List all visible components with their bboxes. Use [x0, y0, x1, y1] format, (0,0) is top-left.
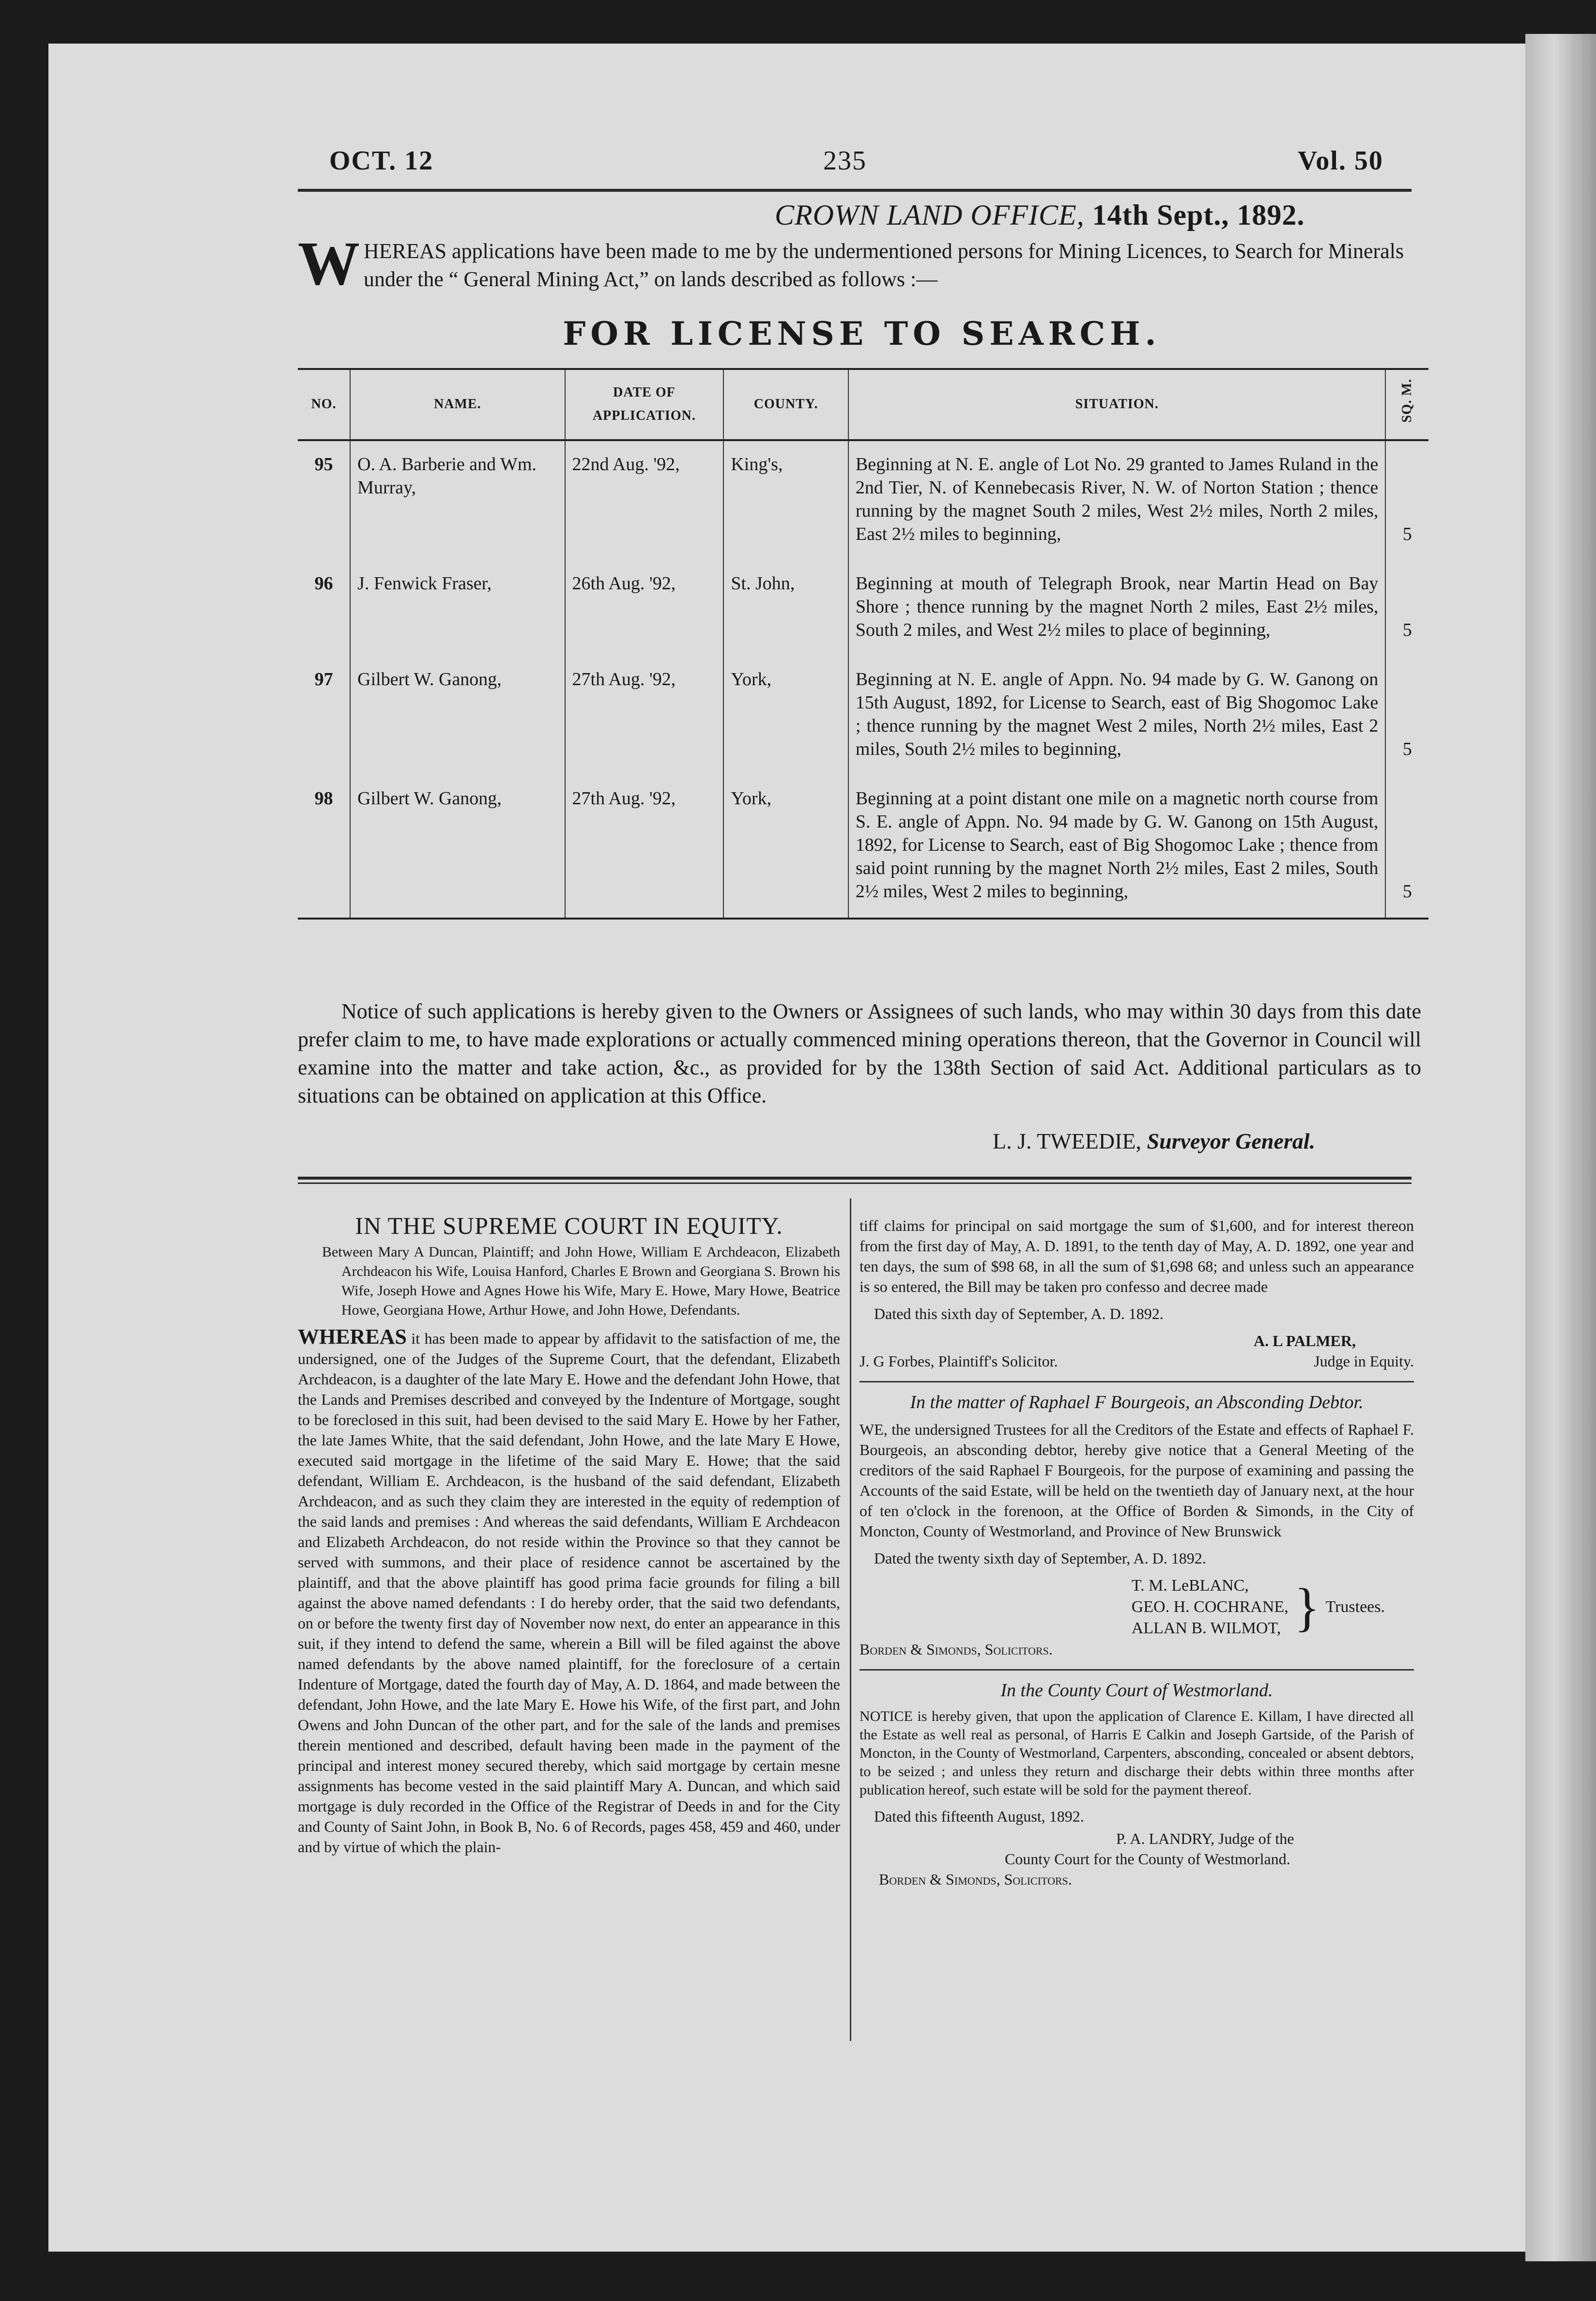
column-separator: [850, 1198, 851, 2041]
header-date: OCT. 12: [329, 146, 434, 176]
row-no: 97: [314, 669, 333, 690]
trustee-name: ALLAN B. WILMOT,: [1131, 1619, 1281, 1637]
row-sq-m: 5: [1385, 560, 1428, 656]
license-table: [298, 368, 1428, 920]
row-date: 27th Aug. '92,: [565, 656, 724, 775]
crown-whereas: [298, 229, 1426, 298]
table-row: [298, 775, 1428, 919]
header-page-number: 235: [823, 146, 867, 176]
supreme-court-notice: [298, 1212, 840, 1864]
bourgeois-dated: Dated the twenty sixth day of September, A. D. 1892.: [874, 1549, 1206, 1567]
crown-signature: [993, 1128, 1315, 1154]
row-no: 96: [314, 573, 333, 594]
supreme-court-continued: tiff claims for principal on said mortgage the sum of $1,600, and for interest thereon from the first day of May, A. D. 1891, to the tenth day of May, A. D. 1892, one year and ten days, the sum of $98 68, in all the sum of $1,698 68; and unless such an appearance is so entered, the Bill may be taken pro confesso and decree made: [859, 1217, 1414, 1295]
whereas-text: HEREAS applications have been made to me by the undermentioned persons for Mining Licences, to Search for Minerals under the “ General Mining Act,” on lands described as follows :—: [364, 239, 1404, 291]
row-situation: Beginning at N. E. angle of Lot No. 29 granted to James Ruland in the 2nd Tier, N. of Kennebecasis River, N. W. of Norton Station ; thence running by the magnet South 2 miles, West 2½ miles, North 2 miles, East 2½ miles to beginning,: [848, 440, 1386, 560]
table-header-row: [298, 369, 1428, 440]
supreme-court-judge-title: Judge in Equity.: [1314, 1352, 1414, 1370]
trustees-label: Trustees.: [1325, 1598, 1385, 1616]
row-county: King's,: [723, 440, 848, 560]
supreme-court-solicitor: J. G Forbes, Plaintiff's Solicitor.: [859, 1352, 1058, 1370]
crown-office-heading: [775, 199, 1304, 232]
license-heading: FOR LICENSE TO SEARCH.: [563, 315, 1161, 353]
section-rule-thin: [298, 1182, 1412, 1184]
crown-office-label: CROWN LAND OFFICE,: [775, 199, 1085, 231]
bourgeois-body: WE, the undersigned Trustees for all the Creditors of the Estate and effects of Raphael F. Bourgeois, an absconding debtor, hereby give notice that a General Meeting of the creditors of the said Raphael F Bourgeois, for the purpose of examining and passing the Accounts of the said Estate, will be held on the twentieth day of January next, at the hour of ten o'clock in the forenoon, at the Office of Borden & Simonds, in the City of Moncton, County of Westmorland, and Province of New Brunswick: [859, 1421, 1414, 1540]
row-name: Gilbert W. Ganong,: [350, 775, 565, 919]
trustee-names: [1132, 1575, 1289, 1639]
supreme-court-body: [298, 1327, 840, 1857]
dropcap: W: [298, 229, 360, 298]
county-court-solicitors: Borden & Simonds, Solicitors.: [879, 1871, 1072, 1888]
trustee-name: GEO. H. COCHRANE,: [1131, 1598, 1289, 1616]
row-no: 98: [298, 775, 350, 919]
crown-office-date: 14th Sept., 1892.: [1092, 199, 1305, 231]
divider: [859, 1381, 1414, 1382]
supreme-court-heading: IN THE SUPREME COURT IN EQUITY.: [355, 1212, 783, 1239]
trustee-name: T. M. LeBLANC,: [1131, 1577, 1249, 1595]
row-county: York,: [723, 775, 848, 919]
row-sq-m: 5: [1385, 775, 1428, 919]
supreme-body-text: it has been made to appear by affidavit to the satisfaction of me, the undersigned, one of the Judges of the Supreme Court, that the defendant, Elizabeth Archdeacon, is a daughter of the late Mary E. Howe and the defendant John Howe, that the Lands and Premises described and conveyed by the Indenture of Mortgage, sought to be foreclosed in this suit, had been devised to the said Mary E. Howe by her Father, the late James White, that the said defendant, John Howe, and the late Mary E Howe, executed said mortgage in the lifetime of the said Mary E. Howe; that the said defendant, William E. Archdeacon, is the husband of the said defendant, Elizabeth Archdeacon, and as such they claim they are interested in the equity of redemption of the said lands and premises : And whereas the said defendants, William E Archdeacon and Elizabeth Archdeacon, do not reside within the Province so that they cannot be served with summons, and their place of residence cannot be ascertained by the plaintiff, and that the above plaintiff has good prima facie grounds for filing a bill against the above named defendants : I do hereby order, that the said two defendants, on or before the twenty first day of November now next, do enter an appearance in this suit, if they intend to defend the same, wherein a Bill will be filed against the above named defendants by the above named plaintiff, for the foreclosure of a certain Indenture of Mortgage, dated the fourth day of May, A. D. 1864, and made between the defendant, John Howe, and the late Mary E. Howe his Wife, of the first part, and John Owens and John Duncan of the other part, and for the sale of the lands and premises therein mentioned and described, default having been made in the payment of the principal and interest money secured thereby, which said mortgage by certain mesne assignments has become vested in the said plaintiff Mary A. Duncan, and which said mortgage is duly recorded in the Office of the Registrar of Deeds in and for the City and County of Saint John, in Book B, No. 6 of Records, pages 458, 459 and 460, under and by virtue of which the plain-: [298, 1330, 840, 1856]
county-court-heading: In the County Court of Westmorland.: [1000, 1680, 1273, 1701]
row-date: 27th Aug. '92,: [565, 775, 724, 919]
row-name: Gilbert W. Ganong,: [350, 656, 565, 775]
trustees-block: [859, 1575, 1385, 1639]
signer-title: Surveyor General.: [1147, 1129, 1316, 1153]
row-county: St. John,: [723, 560, 848, 656]
header-no: NO.: [298, 369, 350, 440]
bourgeois-heading: In the matter of Raphael F Bourgeois, an Absconding Debtor.: [910, 1392, 1364, 1412]
row-situation: Beginning at a point distant one mile on a magnetic north course from S. E. angle of Appn. No. 94 made by G. W. Ganong on 15th August, 1892, for License to Search, east of Big Shogomoc Lake ; thence from said point running by the magnet North 2½ miles, East 2 miles, South 2½ miles, West 2 miles to beginning,: [848, 775, 1386, 919]
table-row: [298, 560, 1428, 656]
table-row: [298, 656, 1428, 775]
header-county: COUNTY.: [723, 369, 848, 440]
header-rule: [298, 189, 1412, 192]
county-court-judge-title: County Court for the County of Westmorland.: [1005, 1850, 1290, 1868]
supreme-body-lead: WHEREAS: [298, 1325, 407, 1349]
signer-name: L. J. TWEEDIE,: [993, 1129, 1142, 1153]
row-situation: Beginning at mouth of Telegraph Brook, near Martin Head on Bay Shore ; thence running by the magnet North 2 miles, East 2½ miles, South 2 miles, and West 2½ miles to place of beginning,: [848, 560, 1386, 656]
header-name: NAME.: [350, 369, 565, 440]
right-column: [859, 1215, 1414, 1889]
row-sq-m: 5: [1385, 656, 1428, 775]
page-binding-edge: [1525, 34, 1596, 2261]
county-court-dated: Dated this fifteenth August, 1892.: [874, 1808, 1084, 1825]
county-court-judge: P. A. LANDRY, Judge of the: [1116, 1830, 1294, 1847]
row-name: J. Fenwick Fraser,: [350, 560, 565, 656]
header-volume: Vol. 50: [1298, 146, 1383, 176]
supreme-court-judge: A. L PALMER,: [1254, 1332, 1356, 1350]
row-no: 95: [314, 454, 333, 475]
header-date-of-application: DATE OF APPLICATION.: [565, 369, 724, 440]
header-sq-m-label: SQ. M.: [1399, 379, 1415, 423]
row-date: 22nd Aug. '92,: [565, 440, 724, 560]
row-name: O. A. Barberie and Wm. Murray,: [350, 440, 565, 560]
crown-notice: Notice of such applications is hereby given to the Owners or Assignees of such lands, who may within 30 days from this date prefer claim to me, to have made explorations or actually commenced mining operations thereon, that the Governor in Council will examine into the matter and take action, &c., as provided for by the 138th Section of said Act. Additional particulars as to situations can be obtained on application at this Office.: [298, 999, 1421, 1107]
supreme-court-parties: Between Mary A Duncan, Plaintiff; and John Howe, William E Archdeacon, Elizabeth Archdeacon his Wife, Louisa Hanford, Charles E Brown and Georgiana S. Brown his Wife, Joseph Howe and Agnes Howe his Wife, Mary E. Howe, Mary Howe, Beatrice Howe, Georgiana Howe, Arthur Howe, and John Howe, Defendants.: [322, 1244, 840, 1318]
bourgeois-solicitors: Borden & Simonds, Solicitors.: [859, 1641, 1053, 1658]
row-sq-m: 5: [1385, 440, 1428, 560]
table-row: [298, 440, 1428, 560]
section-rule: [298, 1177, 1412, 1180]
brace-icon: }: [1294, 1578, 1320, 1637]
supreme-court-signature-line: [859, 1351, 1414, 1371]
row-situation: Beginning at N. E. angle of Appn. No. 94 made by G. W. Ganong on 15th August, 1892, for License to Search, east of Big Shogomoc Lake ; thence running by the magnet West 2 miles, North 2½ miles, East 2 miles, South 2½ miles to beginning,: [848, 656, 1386, 775]
row-county: York,: [723, 656, 848, 775]
county-court-body: NOTICE is hereby given, that upon the application of Clarence E. Killam, I have directed all the Estate as well real as personal, of Harris E Calkin and Joseph Gartside, of the Parish of Moncton, in the County of Westmorland, Carpenters, absconding, concealed or absent debtors, to be seized ; and unless they return and discharge their debts within three months after publication hereof, such estate will be sold for the payment thereof.: [859, 1708, 1414, 1798]
header-situation: SITUATION.: [848, 369, 1386, 440]
divider: [859, 1669, 1414, 1671]
row-date: 26th Aug. '92,: [565, 560, 724, 656]
supreme-court-dated: Dated this sixth day of September, A. D. 1892.: [874, 1305, 1164, 1322]
header-sq-m: [1385, 369, 1428, 440]
